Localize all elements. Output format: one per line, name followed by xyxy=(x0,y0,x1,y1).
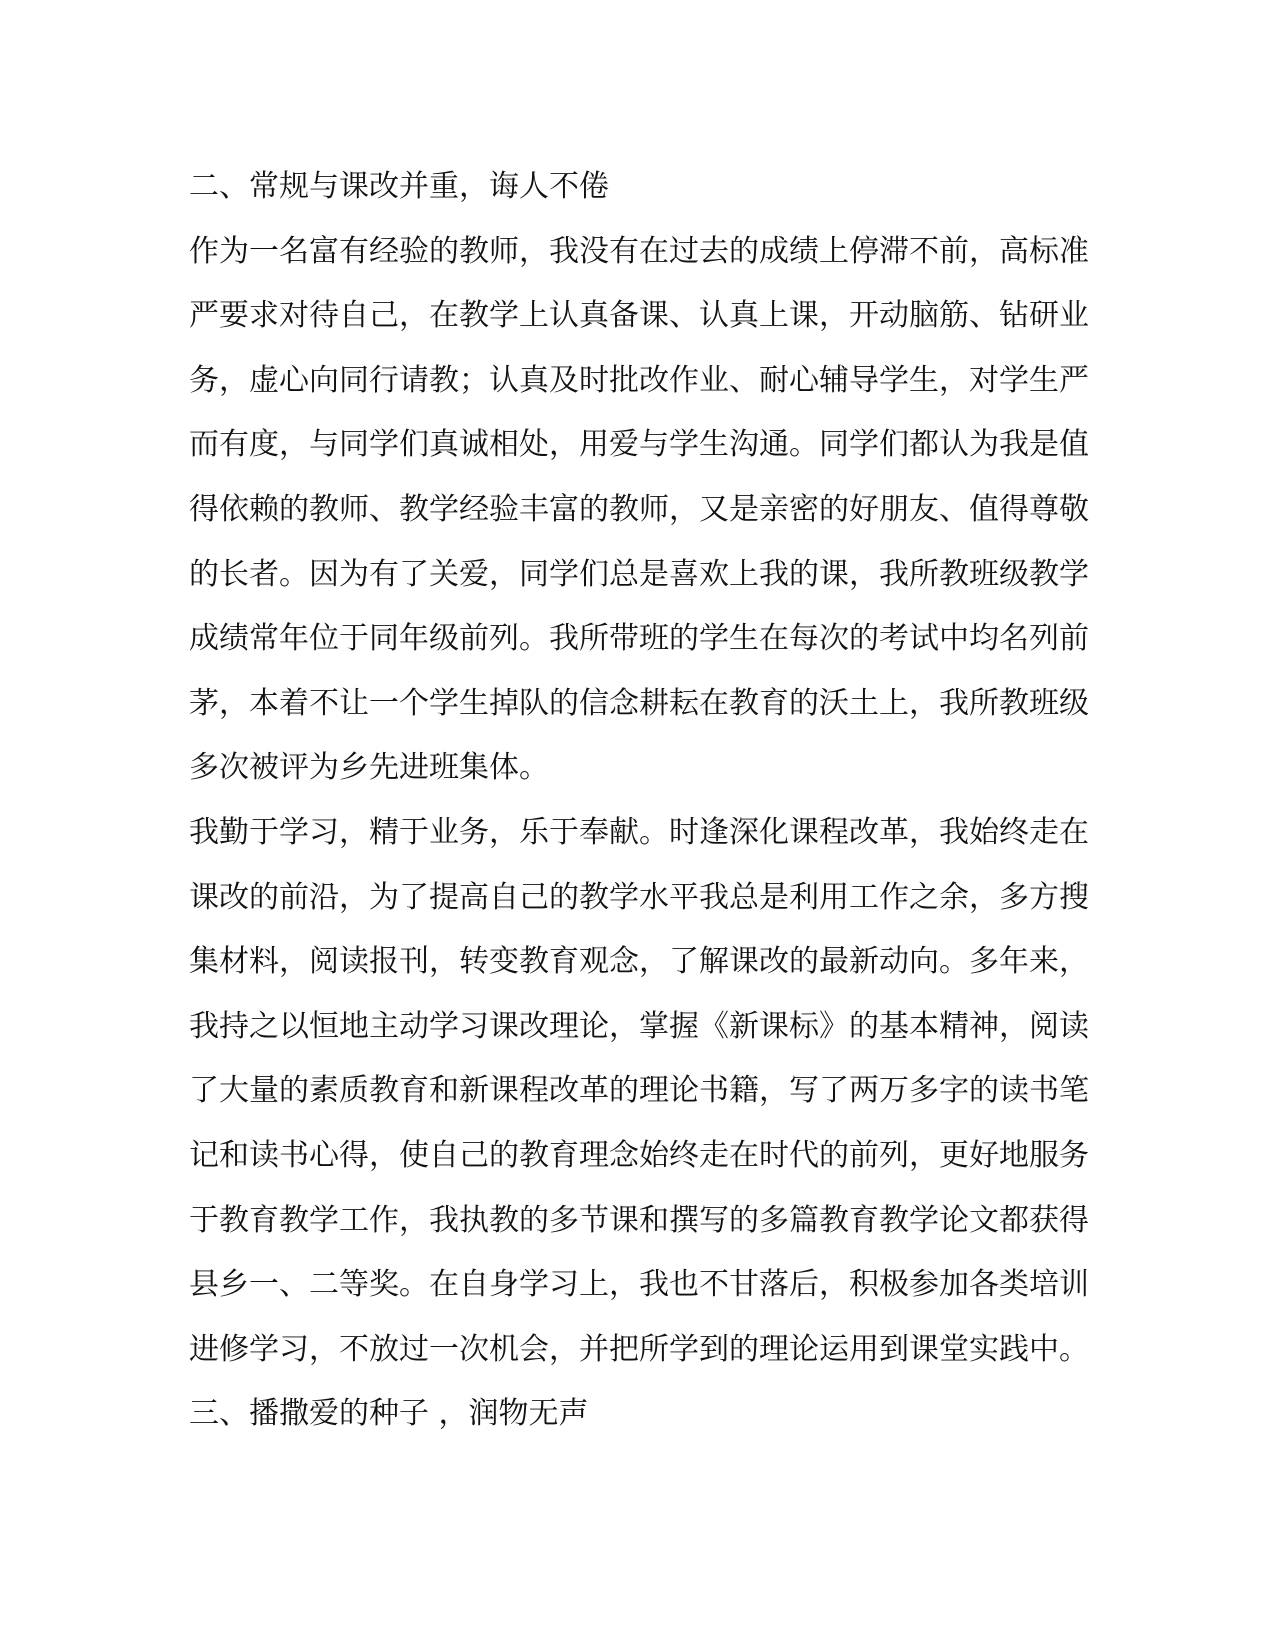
paragraph-line: 务，虚心向同行请教；认真及时批改作业、耐心辅导学生，对学生严 xyxy=(189,362,1089,398)
paragraph-line: 茅，本着不让一个学生掉队的信念耕耘在教育的沃土上，我所教班级 xyxy=(189,685,1089,721)
paragraph-line: 县乡一、二等奖。在自身学习上，我也不甘落后，积极参加各类培训 xyxy=(189,1267,1089,1303)
document-body xyxy=(189,155,1089,1447)
paragraph-line: 记和读书心得，使自己的教育理念始终走在时代的前列，更好地服务 xyxy=(189,1137,1089,1173)
paragraph-line: 了大量的素质教育和新课程改革的理论书籍，写了两万多字的读书笔 xyxy=(189,1073,1089,1109)
paragraph-line: 得依赖的教师、教学经验丰富的教师，又是亲密的好朋友、值得尊敬 xyxy=(189,491,1089,527)
paragraph-line: 集材料，阅读报刊，转变教育观念，了解课改的最新动向。多年来， xyxy=(189,944,1089,980)
section-heading-three: 三、播撒爱的种子 ，润物无声 xyxy=(189,1396,589,1432)
paragraph-line: 而有度，与同学们真诚相处，用爱与学生沟通。同学们都认为我是值 xyxy=(189,427,1089,463)
paragraph-line: 作为一名富有经验的教师，我没有在过去的成绩上停滞不前，高标准 xyxy=(189,233,1089,269)
paragraph-line: 我勤于学习，精于业务，乐于奉献。时逢深化课程改革，我始终走在 xyxy=(189,814,1089,850)
paragraph-line: 成绩常年位于同年级前列。我所带班的学生在每次的考试中均名列前 xyxy=(189,621,1089,657)
paragraph-line: 的长者。因为有了关爱，同学们总是喜欢上我的课，我所教班级教学 xyxy=(189,556,1089,592)
paragraph-line: 严要求对待自己，在教学上认真备课、认真上课，开动脑筋、钻研业 xyxy=(189,298,1089,334)
section-heading-two: 二、常规与课改并重，诲人不倦 xyxy=(189,169,609,204)
paragraph-line: 我持之以恒地主动学习课改理论，掌握《新课标》的基本精神，阅读 xyxy=(189,1008,1089,1044)
paragraph-line: 多次被评为乡先进班集体。 xyxy=(189,750,549,786)
paragraph-line: 进修学习，不放过一次机会，并把所学到的理论运用到课堂实践中。 xyxy=(189,1331,1089,1367)
paragraph-line: 于教育教学工作，我执教的多节课和撰写的多篇教育教学论文都获得 xyxy=(189,1202,1089,1238)
paragraph-line: 课改的前沿，为了提高自己的教学水平我总是利用工作之余，多方搜 xyxy=(189,879,1089,915)
